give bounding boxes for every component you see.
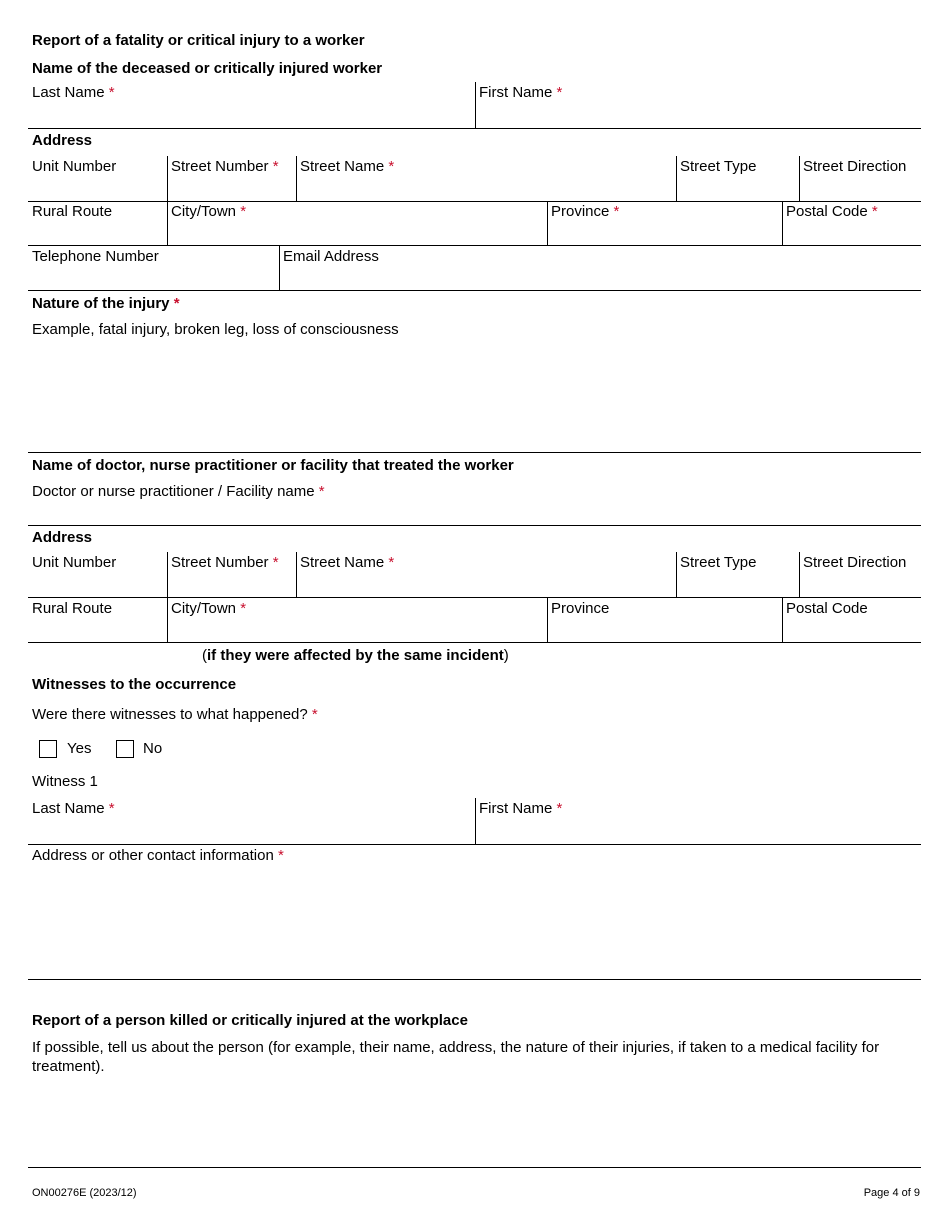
witnesses-question: Were there witnesses to what happened? * xyxy=(32,706,318,723)
worker-address-heading: Address xyxy=(32,132,93,149)
divider xyxy=(28,128,921,129)
unit-number-label: Unit Number xyxy=(32,554,117,571)
worker-name-heading: Name of the deceased or critically injured worker xyxy=(32,60,383,77)
worker-first-name-label: First Name * xyxy=(479,84,563,101)
witness-last-name-field[interactable] xyxy=(28,798,475,844)
witness-1-label: Witness 1 xyxy=(32,773,98,790)
rural-route-label: Rural Route xyxy=(32,600,113,617)
city-town-label: City/Town * xyxy=(171,600,247,617)
worker-city-town-field[interactable] xyxy=(167,201,547,245)
facility-address-heading: Address xyxy=(32,529,93,546)
worker-province-field[interactable] xyxy=(547,201,782,245)
witness-contact-label: Address or other contact information * xyxy=(32,847,284,864)
city-town-label: City/Town * xyxy=(171,203,247,220)
rural-route-label: Rural Route xyxy=(32,203,113,220)
witnesses-yes-label: Yes xyxy=(67,740,92,757)
street-name-label: Street Name * xyxy=(300,554,395,571)
facility-name-field[interactable] xyxy=(28,480,921,525)
workplace-person-heading: Report of a person killed or critically injured at the workplace xyxy=(32,1012,468,1029)
facility-street-direction-field[interactable] xyxy=(799,552,921,597)
witness-last-name-label: Last Name * xyxy=(32,800,115,817)
injury-hint: Example, fatal injury, broken leg, loss of consciousness xyxy=(32,321,399,338)
page-number: Page 4 of 9 xyxy=(863,1187,920,1199)
facility-province-field[interactable] xyxy=(547,597,782,642)
street-number-label: Street Number * xyxy=(171,554,279,571)
section-title: Report of a fatality or critical injury to a worker xyxy=(32,32,365,49)
worker-street-type-field[interactable] xyxy=(676,156,799,201)
witness-first-name-field[interactable] xyxy=(475,798,921,844)
form-code: ON00276E (2023/12) xyxy=(32,1187,137,1199)
witnesses-no-label: No xyxy=(143,740,163,757)
treatment-heading: Name of doctor, nurse practitioner or facility that treated the worker xyxy=(32,457,514,474)
postal-code-label: Postal Code * xyxy=(786,203,878,220)
worker-first-name-field[interactable] xyxy=(475,82,921,128)
worker-last-name-field[interactable] xyxy=(28,82,475,128)
workplace-person-text: If possible, tell us about the person (for example, their name, address, the nature of their injuries, if taken to a medical facility for treatment). xyxy=(32,1039,880,1075)
witnesses-heading: Witnesses to the occurrence xyxy=(32,676,237,693)
street-type-label: Street Type xyxy=(680,158,757,175)
injury-textarea[interactable] xyxy=(28,342,921,452)
facility-postal-code-field[interactable] xyxy=(782,597,921,642)
worker-street-number-field[interactable] xyxy=(167,156,296,201)
facility-unit-number-field[interactable] xyxy=(28,552,167,597)
street-number-label: Street Number * xyxy=(171,158,279,175)
street-direction-label: Street Direction xyxy=(803,158,907,175)
witness-contact-textarea[interactable] xyxy=(28,868,921,978)
worker-street-direction-field[interactable] xyxy=(799,156,921,201)
required-marker: * xyxy=(108,84,115,101)
province-label: Province * xyxy=(551,203,620,220)
facility-street-type-field[interactable] xyxy=(676,552,799,597)
postal-code-label: Postal Code xyxy=(786,600,868,617)
worker-email-field[interactable] xyxy=(279,245,921,290)
worker-unit-number-field[interactable] xyxy=(28,156,167,201)
injury-heading: Nature of the injury * xyxy=(32,295,180,312)
facility-city-town-field[interactable] xyxy=(167,597,547,642)
facility-name-label: Doctor or nurse practitioner / Facility name * xyxy=(32,483,325,500)
witnesses-no-checkbox[interactable] xyxy=(116,740,134,758)
same-incident-note: (if they were affected by the same incident) xyxy=(202,647,509,664)
worker-rural-route-field[interactable] xyxy=(28,201,167,245)
telephone-label: Telephone Number xyxy=(32,248,159,265)
worker-postal-code-field[interactable] xyxy=(782,201,921,245)
facility-street-name-field[interactable] xyxy=(296,552,676,597)
street-type-label: Street Type xyxy=(680,554,757,571)
required-marker: * xyxy=(556,84,563,101)
worker-street-name-field[interactable] xyxy=(296,156,676,201)
street-direction-label: Street Direction xyxy=(803,554,907,571)
facility-street-number-field[interactable] xyxy=(167,552,296,597)
facility-rural-route-field[interactable] xyxy=(28,597,167,642)
unit-number-label: Unit Number xyxy=(32,158,117,175)
workplace-person-textarea[interactable] xyxy=(28,1080,921,1166)
witness-first-name-label: First Name * xyxy=(479,800,563,817)
email-label: Email Address xyxy=(283,248,379,265)
street-name-label: Street Name * xyxy=(300,158,395,175)
worker-telephone-field[interactable] xyxy=(28,245,279,290)
divider xyxy=(475,82,476,128)
worker-last-name-label: Last Name * xyxy=(32,84,115,101)
witnesses-yes-checkbox[interactable] xyxy=(39,740,57,758)
province-label: Province xyxy=(551,600,610,617)
